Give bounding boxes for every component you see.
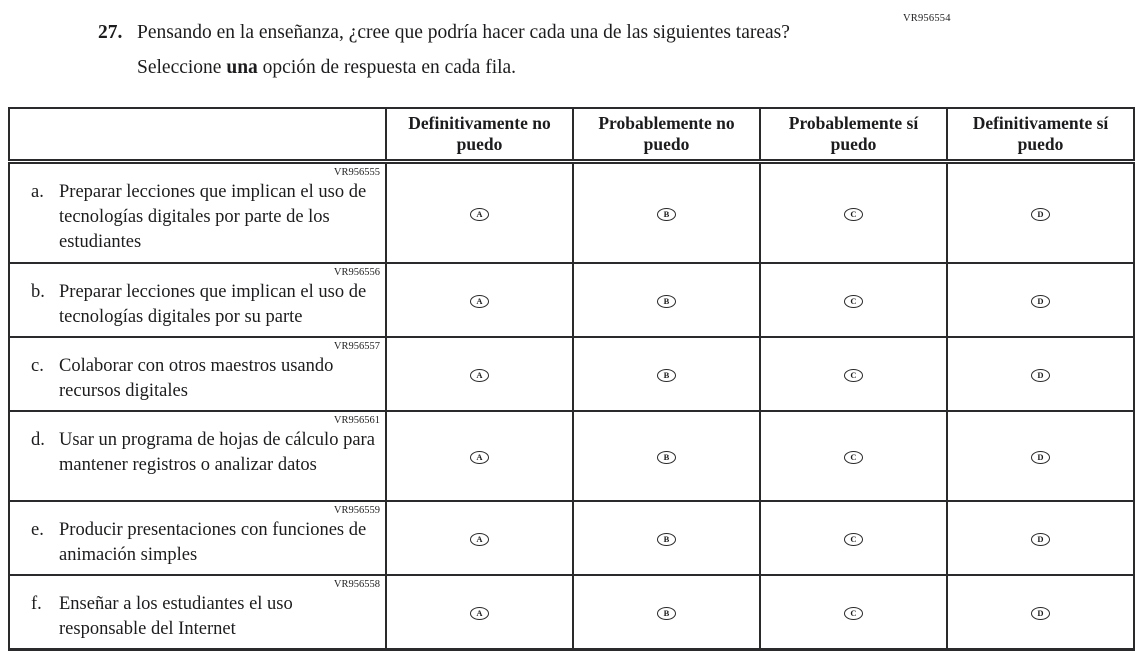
task-letter: e. [31,519,44,540]
task-letter: b. [31,281,45,302]
option-cell [386,337,573,411]
option-bubble-c[interactable]: C [844,369,863,382]
option-bubble-a[interactable]: A [470,533,489,546]
option-cell [386,575,573,650]
task-item [10,353,385,410]
option-cell [947,263,1134,337]
option-bubble-c[interactable]: C [844,451,863,464]
option-cell [947,337,1134,411]
option-cell [573,263,760,337]
task-text: Producir presentaciones con funciones de animación simples [59,519,367,565]
task-item [10,279,385,336]
option-bubble-a[interactable]: A [470,208,489,221]
table-row [9,337,1134,411]
option-bubble-c[interactable]: C [844,208,863,221]
option-cell [573,162,760,263]
task-cell [9,411,386,501]
task-item [10,517,385,574]
option-cell [760,337,947,411]
option-cell [573,337,760,411]
table-header [9,108,1134,162]
option-bubble-b[interactable]: B [657,451,676,464]
option-bubble-b[interactable]: B [657,369,676,382]
row-variable-code: VR956556 [333,266,380,278]
header-row [9,108,1134,162]
question-block [98,20,928,81]
table-row [9,162,1134,263]
option-bubble-d[interactable]: D [1031,451,1050,464]
question-text: Pensando en la enseñanza, ¿cree que podría hacer cada una de las siguientes tareas? [137,22,790,43]
task-item [10,591,385,648]
task-text: Preparar lecciones que implican el uso de tecnologías digitales por parte de los estudiantes [59,182,367,252]
task-text: Enseñar a los estudiantes el uso responsable del Internet [59,593,293,639]
task-text: Preparar lecciones que implican el uso de tecnologías digitales por su parte [59,281,367,327]
option-bubble-b[interactable]: B [657,295,676,308]
task-cell [9,501,386,575]
option-bubble-a[interactable]: A [470,369,489,382]
option-cell [573,575,760,650]
column-header: Probablemente no puedo [573,108,760,162]
option-cell [947,162,1134,263]
task-item [10,427,385,484]
option-cell [386,501,573,575]
task-cell [9,575,386,650]
option-cell [947,575,1134,650]
option-bubble-c[interactable]: C [844,295,863,308]
option-cell [947,411,1134,501]
option-bubble-c[interactable]: C [844,533,863,546]
column-header: Definitivamente no puedo [386,108,573,162]
question-instruction [137,55,928,81]
option-bubble-c[interactable]: C [844,607,863,620]
option-cell [386,411,573,501]
table-row [9,263,1134,337]
option-cell [760,162,947,263]
row-variable-code: VR956561 [333,414,380,426]
table-row [9,575,1134,650]
option-bubble-d[interactable]: D [1031,208,1050,221]
option-bubble-d[interactable]: D [1031,533,1050,546]
option-bubble-b[interactable]: B [657,208,676,221]
option-bubble-a[interactable]: A [470,295,489,308]
option-bubble-d[interactable]: D [1031,369,1050,382]
task-letter: a. [31,182,44,202]
option-cell [760,411,947,501]
page-variable-code: VR956554 [903,13,951,24]
response-table [8,107,1135,651]
option-cell [947,501,1134,575]
row-variable-code: VR956559 [333,504,380,516]
instruction-prefix: Seleccione [137,57,227,78]
instruction-suffix: opción de respuesta en cada fila. [257,57,517,78]
row-variable-code: VR956557 [333,340,380,352]
question-line [98,20,928,46]
table-row [9,411,1134,501]
option-cell [760,263,947,337]
task-cell [9,337,386,411]
option-cell [386,162,573,263]
task-letter: d. [31,429,45,450]
task-letter: c. [31,355,44,376]
option-bubble-d[interactable]: D [1031,607,1050,620]
option-bubble-b[interactable]: B [657,533,676,546]
option-cell [573,501,760,575]
option-bubble-a[interactable]: A [470,607,489,620]
task-letter: f. [31,593,42,614]
row-variable-code: VR956558 [333,578,380,590]
task-cell [9,263,386,337]
option-cell [760,575,947,650]
question-number: 27. [98,22,123,43]
option-bubble-b[interactable]: B [657,607,676,620]
task-text: Colaborar con otros maestros usando recursos digitales [59,355,334,401]
table-body [9,162,1134,650]
option-cell [386,263,573,337]
task-text: Usar un programa de hojas de cálculo para mantener registros o analizar datos [59,429,375,475]
header-cell-empty [9,108,386,162]
instruction-bold-word: una [226,57,258,78]
row-variable-code: VR956555 [333,167,380,178]
task-cell [9,162,386,263]
task-item [10,179,385,261]
option-cell [573,411,760,501]
column-header: Probablemente sí puedo [760,108,947,162]
option-bubble-d[interactable]: D [1031,295,1050,308]
column-header: Definitivamente sí puedo [947,108,1134,162]
option-cell [760,501,947,575]
option-bubble-a[interactable]: A [470,451,489,464]
table-row [9,501,1134,575]
